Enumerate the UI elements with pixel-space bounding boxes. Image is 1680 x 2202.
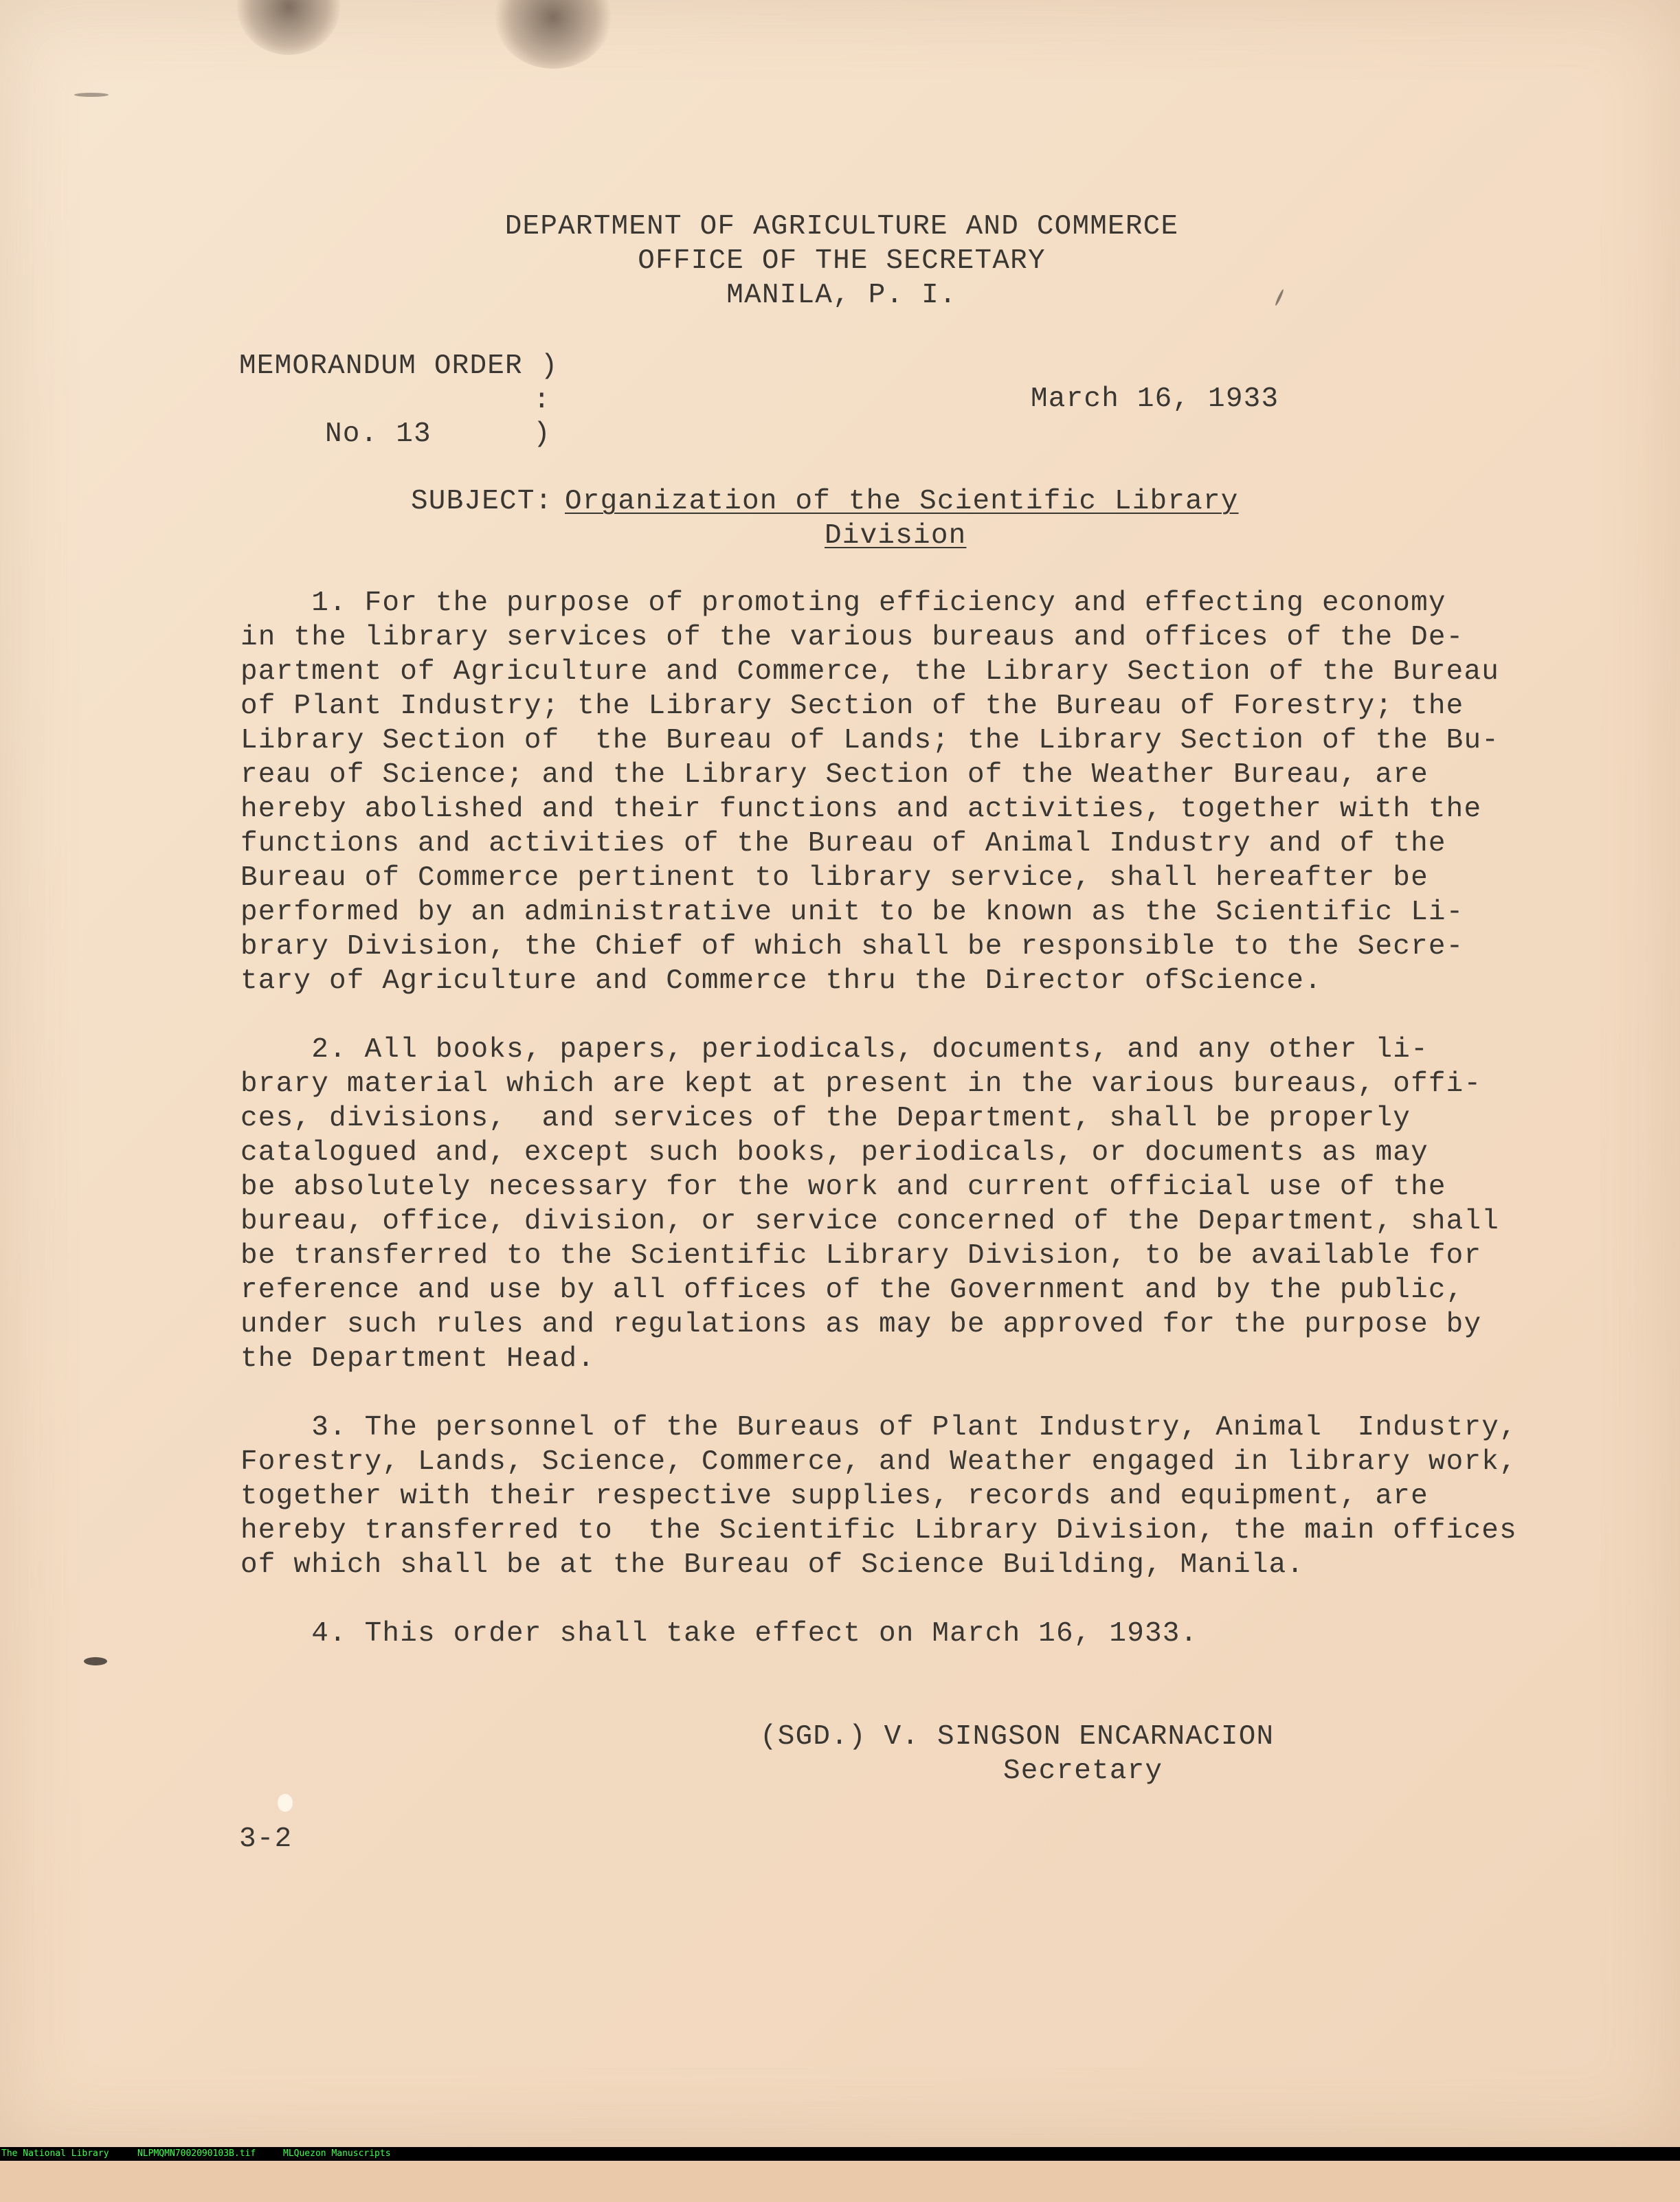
text-line: reau of Science; and the Library Section of the Weather Bureau, are (240, 759, 1429, 791)
paragraph-2 (240, 1033, 1499, 1376)
text-line: ces, divisions, and services of the Department, shall be properly (240, 1103, 1411, 1134)
text-line: of which shall be at the Bureau of Science Building, Manila. (240, 1549, 1305, 1581)
subject-label: SUBJECT: (411, 486, 553, 517)
text-line: hereby abolished and their functions and activities, together with the (240, 794, 1482, 825)
text-line: tary of Agriculture and Commerce thru the Director ofScience. (240, 965, 1323, 997)
location-heading: MANILA, P. I. (726, 280, 957, 311)
text-line: performed by an administrative unit to be known as the Scientific Li- (240, 897, 1464, 928)
text-line: catalogued and, except such books, periodicals, or documents as may (240, 1137, 1429, 1169)
text-line: partment of Agriculture and Commerce, the Library Section of the Bureau (240, 656, 1500, 688)
ink-speck (84, 1657, 107, 1665)
text-line: together with their respective supplies, records and equipment, are (240, 1481, 1429, 1512)
paragraph-1 (240, 586, 1499, 998)
text-line: 3. The personnel of the Bureaus of Plant Industry, Animal Industry, (240, 1412, 1517, 1443)
memo-colon: : (533, 385, 551, 416)
text-line: Library Section of the Bureau of Lands; the Library Section of the Bu- (240, 725, 1500, 756)
text-line: in the library services of the various bureaus and offices of the De- (240, 622, 1464, 653)
signature-name: (SGD.) V. SINGSON ENCARNACION (760, 1721, 1275, 1753)
department-heading: DEPARTMENT OF AGRICULTURE AND COMMERCE (504, 211, 1179, 243)
page-code: 3-2 (239, 1823, 293, 1855)
text-line: bureau, office, division, or service concerned of the Department, shall (240, 1206, 1500, 1237)
ink-stain (495, 0, 612, 69)
text-line: hereby transferred to the Scientific Library Division, the main offices (240, 1515, 1517, 1547)
footer-collection: MLQuezon Manuscripts (283, 2148, 391, 2159)
text-line: 2. All books, papers, periodicals, documents, and any other li- (240, 1034, 1429, 1066)
memo-paren: ) (533, 418, 551, 450)
ink-speck (1275, 289, 1285, 306)
text-line: under such rules and regulations as may be approved for the purpose by (240, 1309, 1482, 1340)
memorandum-order-label: MEMORANDUM ORDER ) (239, 350, 559, 382)
text-line: Bureau of Commerce pertinent to library service, shall hereafter be (240, 862, 1429, 894)
paragraph-4 (240, 1617, 1198, 1651)
subject-line-2: Division (825, 520, 967, 552)
signature-title: Secretary (1003, 1755, 1163, 1787)
text-line: functions and activities of the Bureau of Animal Industry and of the (240, 828, 1446, 860)
ink-stain (237, 0, 340, 55)
text-line: reference and use by all offices of the Government and by the public, (240, 1274, 1464, 1306)
office-heading: OFFICE OF THE SECRETARY (638, 245, 1046, 277)
text-line: Forestry, Lands, Science, Commerce, and Weather engaged in library work, (240, 1446, 1517, 1478)
text-line: be absolutely necessary for the work and current official use of the (240, 1171, 1446, 1203)
footer-file: NLPMQMN7002090103B.tif (137, 2148, 256, 2159)
archive-footer (0, 2147, 1680, 2161)
text-line: of Plant Industry; the Library Section of the Bureau of Forestry; the (240, 690, 1464, 722)
text-line: the Department Head. (240, 1343, 596, 1375)
subject-line-1: Organization of the Scientific Library (565, 486, 1239, 517)
ink-speck (74, 93, 109, 97)
paragraph-3 (240, 1411, 1517, 1582)
footer-library: The National Library (1, 2148, 109, 2159)
memo-date: March 16, 1933 (1031, 383, 1279, 415)
text-line: 4. This order shall take effect on March 16, 1933. (240, 1618, 1198, 1650)
text-line: be transferred to the Scientific Library Division, to be available for (240, 1240, 1482, 1272)
text-line: 1. For the purpose of promoting efficiency and effecting economy (240, 587, 1446, 619)
text-line: brary Division, the Chief of which shall be responsible to the Secre- (240, 931, 1464, 963)
punch-hole (278, 1794, 293, 1812)
text-line: brary material which are kept at present in the various bureaus, offi- (240, 1068, 1482, 1100)
memo-number: No. 13 (325, 418, 432, 450)
